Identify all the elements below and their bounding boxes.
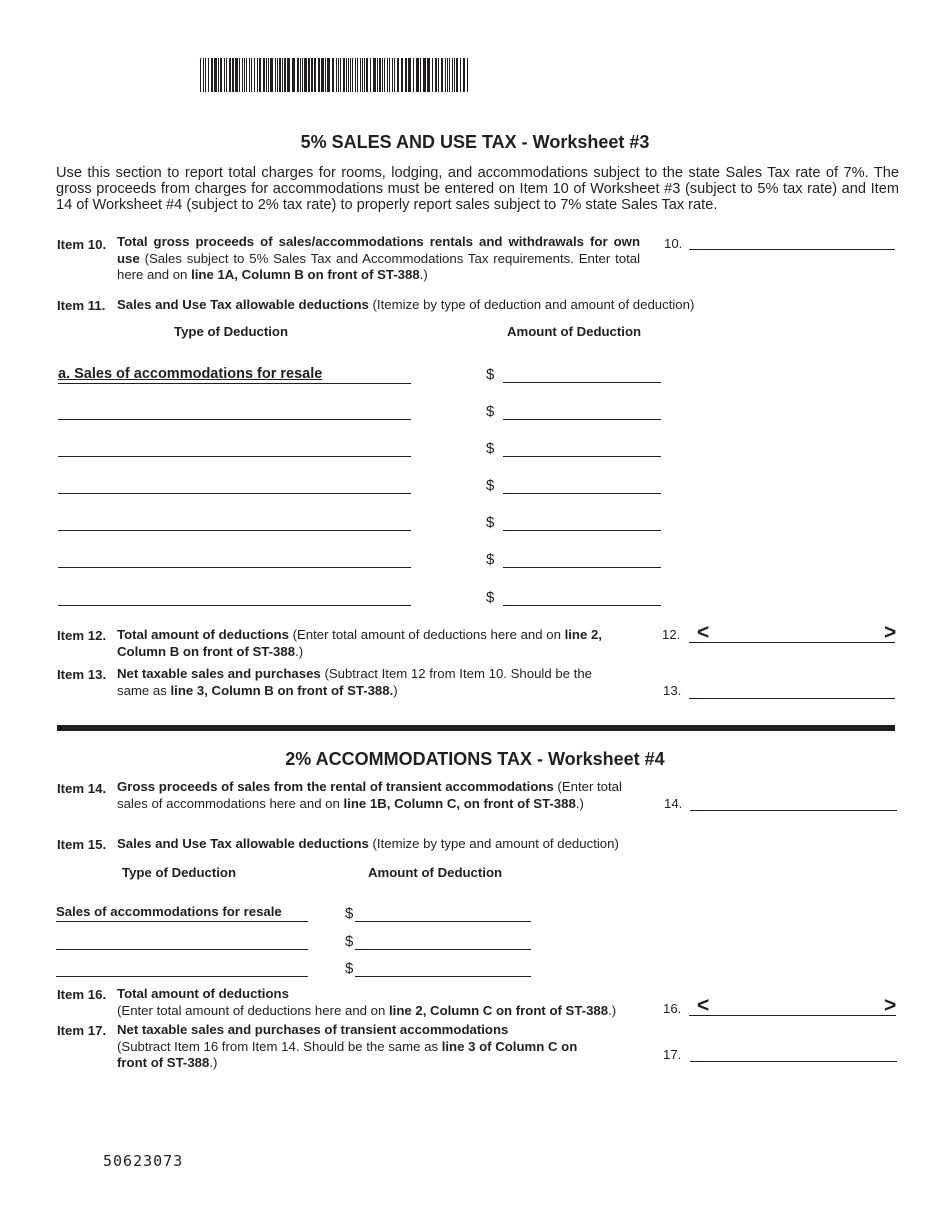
- deduction-type-field[interactable]: [58, 405, 411, 420]
- deduction-amount-field[interactable]: [503, 368, 661, 383]
- deduction-type-field[interactable]: [58, 442, 411, 457]
- item-15-amount-column-header: Amount of Deduction: [368, 865, 503, 880]
- item-15-type-column-header: Type of Deduction: [122, 865, 237, 880]
- negative-open-bracket: <: [697, 994, 710, 1017]
- deduction-amount-field[interactable]: [503, 591, 661, 606]
- currency-symbol: $: [486, 551, 495, 568]
- item-12-number: 12.: [662, 627, 681, 642]
- deduction-amount-field[interactable]: [503, 479, 661, 494]
- item-17-amount-field[interactable]: [690, 1047, 897, 1062]
- currency-symbol: $: [486, 366, 495, 383]
- deduction-amount-field[interactable]: [355, 907, 531, 922]
- item-10-number: 10.: [664, 236, 683, 251]
- item-14-number: 14.: [664, 796, 683, 811]
- negative-close-bracket: >: [884, 994, 897, 1017]
- item-15-label: Item 15.: [57, 837, 107, 852]
- deduction-type-a-label: a. Sales of accommodations for resale: [58, 366, 323, 382]
- item-17-description: Net taxable sales and purchases of transient accommodations (Subtract Item 16 from Item 14. Should be the same as line 3 of Column C on front of ST-388.): [117, 1022, 578, 1070]
- section-divider: [57, 725, 895, 731]
- barcode-icon: [200, 58, 470, 92]
- currency-symbol: $: [486, 403, 495, 420]
- currency-symbol: $: [486, 440, 495, 457]
- item-17-number: 17.: [663, 1047, 682, 1062]
- item-10-label: Item 10.: [57, 237, 107, 252]
- deduction-type-field[interactable]: [58, 553, 411, 568]
- item-13-description: Net taxable sales and purchases (Subtract Item 12 from Item 10. Should be the same as line 3, Column B on front of ST-388.): [117, 666, 592, 698]
- deduction-type-field[interactable]: [58, 516, 411, 531]
- item-13-amount-field[interactable]: [689, 684, 895, 699]
- item-16-label: Item 16.: [57, 987, 107, 1002]
- deduction-amount-field[interactable]: [355, 935, 531, 950]
- item-11-amount-column-header: Amount of Deduction: [507, 324, 642, 339]
- worksheet-3-title: 5% SALES AND USE TAX - Worksheet #3: [300, 132, 650, 152]
- item-10-description: Total gross proceeds of sales/accommodations rentals and withdrawals for own use (Sales subject to 5% Sales Tax and Accommodations Tax requirements. Enter total here and on line 1A, Column B on front of ST-388.): [117, 234, 640, 282]
- deduction-amount-field[interactable]: [503, 405, 661, 420]
- negative-close-bracket: >: [884, 621, 897, 644]
- negative-open-bracket: <: [697, 621, 710, 644]
- deduction-amount-field[interactable]: [503, 516, 661, 531]
- deduction-type-field[interactable]: [58, 591, 411, 606]
- deduction-type-field[interactable]: [58, 366, 411, 384]
- intro-paragraph: Use this section to report total charges for rooms, lodging, and accommodations subject to the state Sales Tax rate of 7%. The gross proceeds from charges for accommodations must be entered on Item 10 of Worksheet #3 (subject to 5% tax rate) and Item 14 of Worksheet #4 (subject to 2% tax rate) to properly report sales subject to 7% state Sales Tax rate.: [56, 165, 899, 213]
- currency-symbol: $: [345, 933, 354, 950]
- item-16-number: 16.: [663, 1001, 682, 1016]
- currency-symbol: $: [486, 514, 495, 531]
- deduction-type-resale-label: Sales of accommodations for resale: [56, 904, 282, 919]
- currency-symbol: $: [345, 905, 354, 922]
- item-14-label: Item 14.: [57, 781, 107, 796]
- form-code: 50623073: [103, 1152, 184, 1170]
- item-16-amount-field[interactable]: [689, 1001, 896, 1016]
- item-11-label: Item 11.: [57, 298, 106, 313]
- worksheet-4-title: 2% ACCOMMODATIONS TAX - Worksheet #4: [285, 749, 665, 769]
- deduction-amount-field[interactable]: [355, 962, 531, 977]
- item-14-amount-field[interactable]: [690, 796, 897, 811]
- item-12-amount-field[interactable]: [689, 628, 895, 643]
- item-14-description: Gross proceeds of sales from the rental of transient accommodations (Enter total sales of accommodations here and on line 1B, Column C, on front of ST-388.): [117, 779, 622, 811]
- currency-symbol: $: [345, 960, 354, 977]
- currency-symbol: $: [486, 477, 495, 494]
- item-17-label: Item 17.: [57, 1023, 107, 1038]
- currency-symbol: $: [486, 589, 495, 606]
- deduction-type-field[interactable]: [56, 962, 308, 977]
- deduction-amount-field[interactable]: [503, 442, 661, 457]
- item-16-description: Total amount of deductions (Enter total amount of deductions here and on line 2, Column C on front of ST-388.): [117, 986, 617, 1018]
- item-11-type-column-header: Type of Deduction: [174, 324, 289, 339]
- item-12-description: Total amount of deductions (Enter total amount of deductions here and on line 2, Column B on front of ST-388.): [117, 627, 602, 659]
- item-11-description: Sales and Use Tax allowable deductions (Itemize by type of deduction and amount of deduction): [117, 297, 695, 312]
- deduction-type-field[interactable]: [56, 935, 308, 950]
- item-10-amount-field[interactable]: [689, 235, 895, 250]
- deduction-amount-field[interactable]: [503, 553, 661, 568]
- item-13-number: 13.: [663, 683, 682, 698]
- deduction-type-field[interactable]: [56, 904, 308, 922]
- deduction-type-field[interactable]: [58, 479, 411, 494]
- item-12-label: Item 12.: [57, 628, 107, 643]
- item-15-description: Sales and Use Tax allowable deductions (Itemize by type and amount of deduction): [117, 836, 619, 851]
- item-13-label: Item 13.: [57, 667, 107, 682]
